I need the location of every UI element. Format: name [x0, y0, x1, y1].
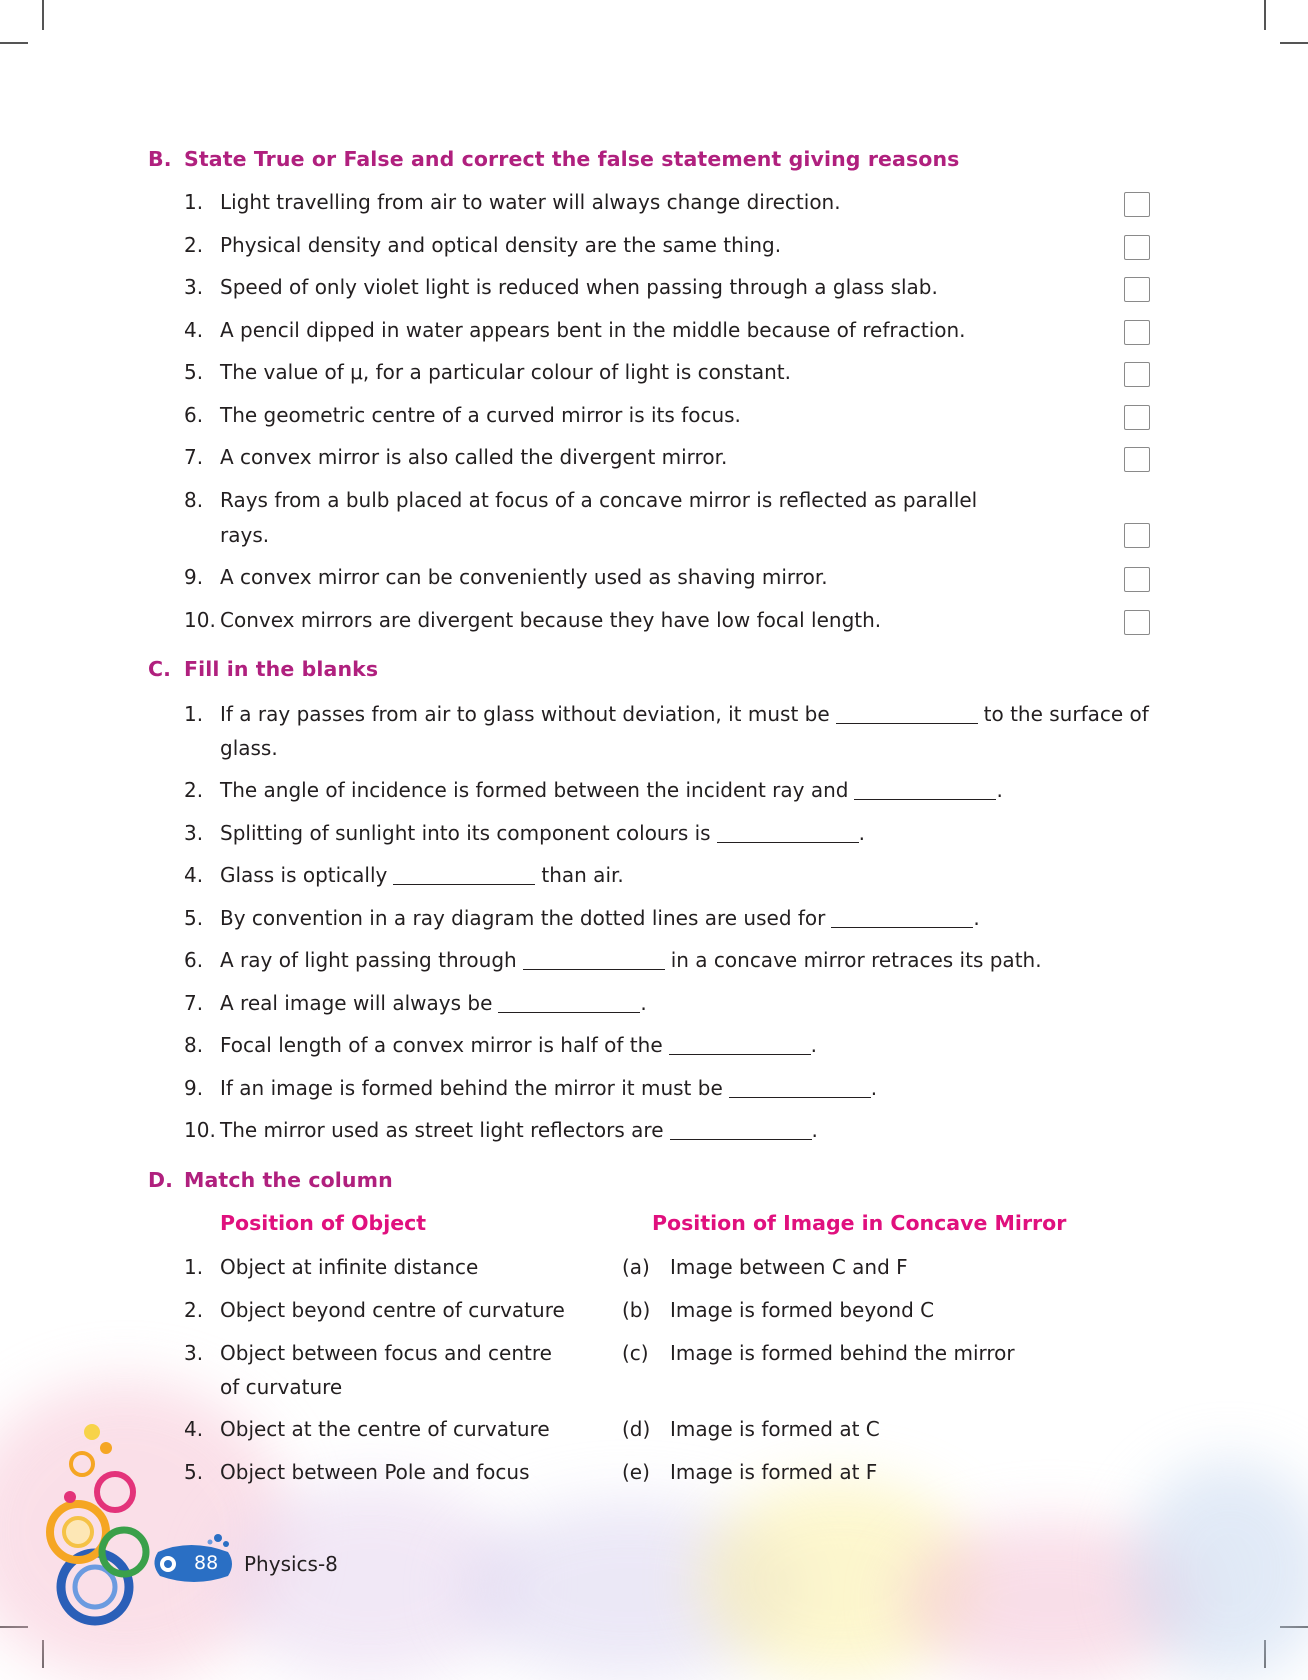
book-title: Physics-8: [244, 1552, 338, 1576]
section-title: Match the column: [184, 1168, 393, 1192]
section-title: State True or False and correct the false statement giving reasons: [184, 147, 960, 171]
true-false-checkbox[interactable]: [1124, 405, 1150, 430]
option-label: (a): [622, 1255, 650, 1279]
item-text: The angle of incidence is formed between the incident ray and: [220, 778, 849, 802]
item-text: Convex mirrors are divergent because they have low focal length.: [220, 608, 882, 632]
item-number: 6.: [184, 948, 204, 972]
item-text: Object at infinite distance: [220, 1255, 479, 1279]
true-false-checkbox[interactable]: [1124, 320, 1150, 345]
item-number: 10.: [184, 608, 216, 632]
true-false-checkbox[interactable]: [1124, 447, 1150, 472]
item-number: 3.: [184, 821, 204, 845]
item-number: 9.: [184, 565, 204, 589]
item-text: The geometric centre of a curved mirror is its focus.: [220, 403, 741, 427]
section-letter: C.: [148, 657, 172, 681]
item-text: .: [858, 821, 865, 845]
crop-mark: [1264, 0, 1266, 30]
item-number: 7.: [184, 991, 204, 1015]
option-text: Image is formed behind the mirror: [670, 1341, 1015, 1365]
true-false-checkbox[interactable]: [1124, 523, 1150, 548]
item-text: Object at the centre of curvature: [220, 1417, 550, 1441]
item-number: 10.: [184, 1118, 216, 1142]
item-text: Focal length of a convex mirror is half of the: [220, 1033, 663, 1057]
true-false-checkbox[interactable]: [1124, 362, 1150, 387]
option-text: Image is formed beyond C: [670, 1298, 935, 1322]
item-text: .: [870, 1076, 878, 1100]
option-label: (e): [622, 1460, 650, 1484]
item-text: The value of μ, for a particular colour of light is constant.: [220, 360, 791, 384]
page-number: 88: [194, 1552, 219, 1574]
section-b-heading: [148, 147, 959, 171]
option-text: Image is formed at C: [670, 1417, 880, 1441]
item-text: A convex mirror can be conveniently used as shaving mirror.: [220, 565, 828, 589]
blank-field[interactable]: [670, 1119, 812, 1140]
item-text: Object between Pole and focus: [220, 1460, 530, 1484]
item-text: than air.: [541, 863, 624, 887]
match-right-item: [622, 1417, 880, 1441]
column-heading-left: Position of Object: [220, 1211, 427, 1235]
item-text: By convention in a ray diagram the dotted lines are used for: [220, 906, 826, 930]
section-title: Fill in the blanks: [184, 657, 379, 681]
item-text: A ray of light passing through: [220, 948, 517, 972]
column-heading-right: Position of Image in Concave Mirror: [652, 1211, 1067, 1235]
option-label: (c): [622, 1341, 649, 1365]
section-d-heading: [148, 1168, 393, 1192]
item-number: 2.: [184, 233, 204, 257]
item-number: 1.: [184, 190, 204, 214]
true-false-checkbox[interactable]: [1124, 567, 1150, 592]
match-right-item: [622, 1298, 934, 1322]
item-number: 9.: [184, 1076, 204, 1100]
section-c-heading: [148, 657, 378, 681]
blank-field[interactable]: [523, 949, 665, 970]
item-text: .: [640, 991, 647, 1015]
item-number: 6.: [184, 403, 204, 427]
crop-mark: [1280, 42, 1308, 44]
blank-field[interactable]: [669, 1034, 811, 1055]
option-label: (d): [622, 1417, 651, 1441]
item-number: 4.: [184, 1417, 204, 1441]
crop-mark: [0, 42, 28, 44]
item-number: 7.: [184, 445, 204, 469]
item-text-continuation: rays.: [220, 523, 270, 547]
item-number: 4.: [184, 318, 204, 342]
item-number: 5.: [184, 1460, 204, 1484]
true-false-checkbox[interactable]: [1124, 277, 1150, 302]
item-text: .: [810, 1033, 817, 1057]
item-text: If a ray passes from air to glass without deviation, it must be: [220, 702, 830, 726]
match-right-item: [622, 1341, 1015, 1365]
item-text: A convex mirror is also called the divergent mirror.: [220, 445, 728, 469]
item-number: 4.: [184, 863, 204, 887]
item-text: Speed of only violet light is reduced when passing through a glass slab.: [220, 275, 938, 299]
blank-field[interactable]: [498, 992, 640, 1013]
item-text: Splitting of sunlight into its component colours is: [220, 821, 711, 845]
item-text: Object between focus and centre: [220, 1341, 552, 1365]
match-right-item: [622, 1460, 877, 1484]
item-number: 3.: [184, 275, 204, 299]
blank-field[interactable]: [717, 822, 859, 843]
blank-field[interactable]: [831, 907, 973, 928]
true-false-checkbox[interactable]: [1124, 192, 1150, 217]
option-text: Image between C and F: [670, 1255, 908, 1279]
item-number: 5.: [184, 906, 204, 930]
section-letter: D.: [148, 1168, 174, 1192]
item-text: A pencil dipped in water appears bent in the middle because of refraction.: [220, 318, 966, 342]
item-text: .: [811, 1118, 818, 1142]
true-false-checkbox[interactable]: [1124, 235, 1150, 260]
item-number: 5.: [184, 360, 204, 384]
blank-field[interactable]: [854, 779, 996, 800]
item-text: Light travelling from air to water will always change direction.: [220, 190, 841, 214]
item-number: 8.: [184, 488, 204, 512]
item-text: to the surface of: [983, 702, 1149, 726]
match-right-item: [622, 1255, 908, 1279]
item-text: .: [996, 778, 1003, 802]
item-number: 3.: [184, 1341, 204, 1365]
item-number: 8.: [184, 1033, 204, 1057]
item-text: Glass is optically: [220, 863, 388, 887]
section-letter: B.: [148, 147, 172, 171]
true-false-checkbox[interactable]: [1124, 610, 1150, 635]
item-text-continuation: glass.: [220, 736, 278, 760]
item-text: .: [973, 906, 980, 930]
crop-mark: [42, 0, 44, 30]
item-text: Physical density and optical density are the same thing.: [220, 233, 782, 257]
item-text: If an image is formed behind the mirror it must be: [220, 1076, 723, 1100]
blank-field[interactable]: [729, 1077, 871, 1098]
blank-field[interactable]: [836, 703, 978, 724]
item-number: 2.: [184, 778, 204, 802]
item-text: Object beyond centre of curvature: [220, 1298, 565, 1322]
item-text: in a concave mirror retraces its path.: [670, 948, 1042, 972]
item-text: The mirror used as street light reflectors are: [220, 1118, 664, 1142]
option-text: Image is formed at F: [670, 1460, 878, 1484]
item-text-continuation: of curvature: [220, 1375, 343, 1399]
blank-field[interactable]: [393, 864, 535, 885]
item-number: 1.: [184, 702, 204, 726]
item-number: 2.: [184, 1298, 204, 1322]
item-text: A real image will always be: [220, 991, 493, 1015]
item-number: 1.: [184, 1255, 204, 1279]
item-text: Rays from a bulb placed at focus of a concave mirror is reflected as parallel: [220, 488, 978, 512]
option-label: (b): [622, 1298, 651, 1322]
